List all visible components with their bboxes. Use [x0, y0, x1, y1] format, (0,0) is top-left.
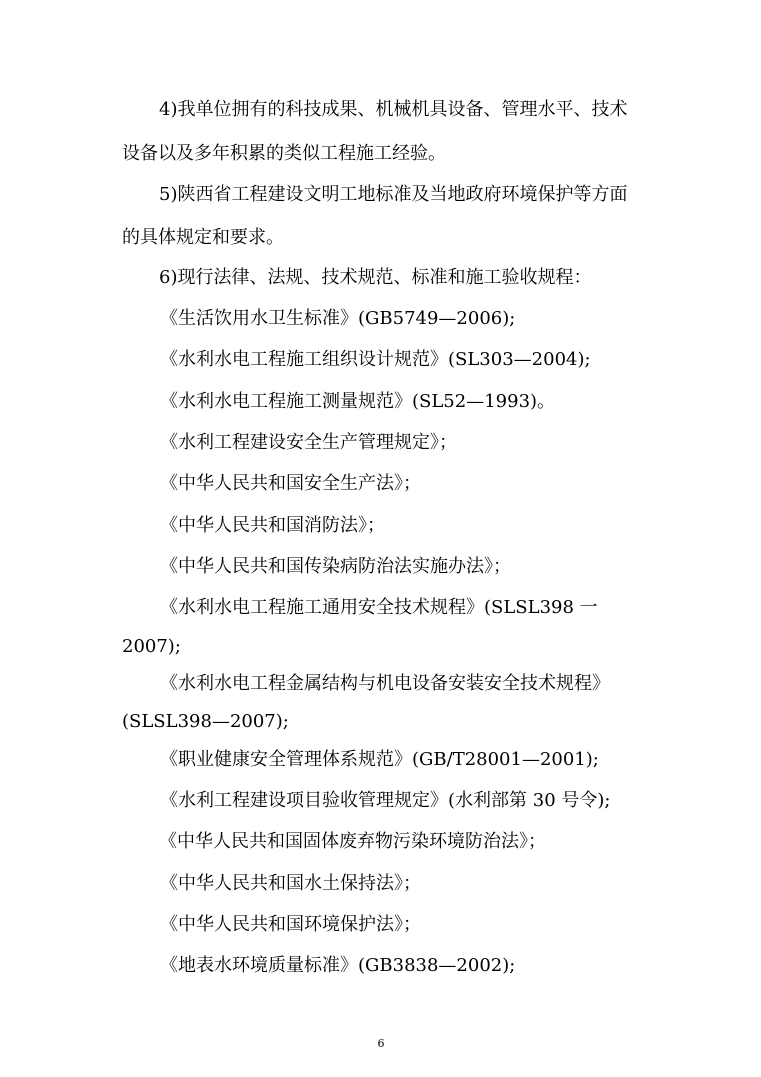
paragraph-6-heading: 6)现行法律、法规、技术规范、标准和施工验收规程：: [159, 267, 592, 288]
standard-item-fire-law: 《中华人民共和国消防法》；: [160, 515, 385, 536]
standard-item-general-safety-line-2: 2007);: [122, 636, 181, 657]
standard-item-drinking-water: 《生活饮用水卫生标准》(GB5749—2006);: [160, 308, 516, 329]
standard-item-surface-water: 《地表水环境质量标准》(GB3838—2002);: [160, 955, 516, 976]
standard-item-safety-management: 《水利工程建设安全生产管理规定》；: [160, 432, 457, 453]
standard-item-disease-law: 《中华人民共和国传染病防治法实施办法》；: [160, 556, 511, 577]
standard-item-solid-waste-law: 《中华人民共和国固体废弃物污染环境防治法》；: [159, 831, 546, 852]
standard-item-occupational-health: 《职业健康安全管理体系规范》(GB/T28001—2001);: [160, 749, 599, 770]
standard-item-work-safety-law: 《中华人民共和国安全生产法》；: [160, 473, 421, 494]
paragraph-4-line-1: 4)我单位拥有的科技成果、机械机具设备、管理水平、技术: [159, 99, 628, 120]
standard-item-survey: 《水利水电工程施工测量规范》(SL52—1993)。: [160, 391, 556, 412]
paragraph-4-line-2: 设备以及多年积累的类似工程施工经验。: [122, 143, 446, 164]
standard-item-environment-law: 《中华人民共和国环境保护法》；: [160, 914, 421, 935]
standard-item-acceptance: 《水利工程建设项目验收管理规定》(水利部第 30 号令);: [160, 790, 611, 811]
standard-item-installation-safety-line-1: 《水利水电工程金属结构与机电设备安装安全技术规程》: [160, 673, 610, 694]
paragraph-5-line-1: 5)陕西省工程建设文明工地标准及当地政府环境保护等方面: [159, 184, 628, 205]
standard-item-soil-water-law: 《中华人民共和国水土保持法》；: [160, 873, 421, 894]
paragraph-5-line-2: 的具体规定和要求。: [122, 227, 284, 248]
standard-item-general-safety-line-1: 《水利水电工程施工通用安全技术规程》(SLSL398 一: [160, 597, 598, 618]
standard-item-installation-safety-line-2: (SLSL398—2007);: [122, 711, 289, 732]
page-number: 6: [377, 1037, 385, 1050]
standard-item-construction-design: 《水利水电工程施工组织设计规范》(SL303—2004);: [160, 349, 591, 370]
